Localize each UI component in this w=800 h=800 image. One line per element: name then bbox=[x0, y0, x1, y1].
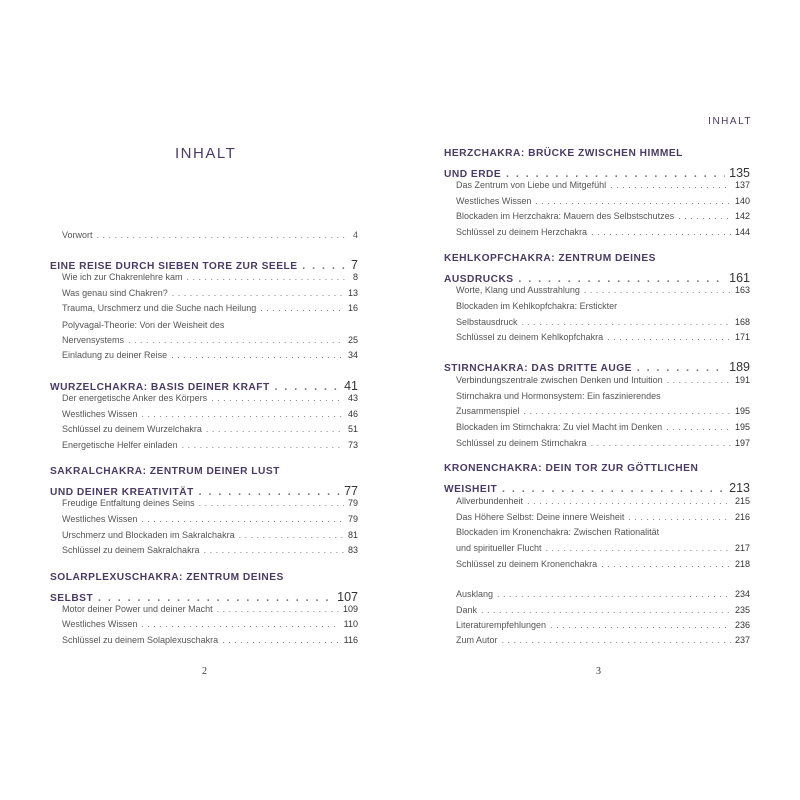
toc-entry[interactable] bbox=[62, 530, 358, 540]
entry-label-line1[interactable]: Blockaden im Kehlkopfchakra: Erstickter bbox=[456, 301, 618, 311]
leader-dots bbox=[546, 543, 731, 553]
leader-dots bbox=[610, 180, 731, 190]
leader-dots bbox=[172, 288, 344, 298]
chapter-page: 213 bbox=[729, 481, 750, 495]
entry-label: Schlüssel zu deinem Kronenchakra bbox=[456, 559, 598, 569]
chapter-page: 77 bbox=[344, 484, 358, 498]
toc-entry[interactable] bbox=[62, 604, 358, 614]
chapter-page: 189 bbox=[729, 360, 750, 374]
leader-dots bbox=[522, 317, 731, 327]
toc-entry[interactable] bbox=[456, 559, 750, 569]
leader-dots bbox=[636, 358, 725, 376]
leader-dots bbox=[141, 514, 344, 524]
entry-page: 43 bbox=[347, 393, 358, 403]
entry-page: 195 bbox=[734, 406, 750, 416]
entry-label-line1[interactable]: Stirnchakra und Hormonsystem: Ein faszinierendes bbox=[456, 391, 661, 401]
entry-page: 235 bbox=[734, 605, 750, 615]
toc-entry[interactable] bbox=[456, 317, 750, 327]
leader-dots bbox=[481, 605, 731, 615]
entry-page: 110 bbox=[343, 619, 358, 629]
leader-dots bbox=[601, 559, 731, 569]
entry-label: Zum Autor bbox=[456, 635, 498, 645]
entry-label: Blockaden im Stirnchakra: Zu viel Macht im Denken bbox=[456, 422, 663, 432]
chapter-page: 107 bbox=[337, 590, 358, 604]
toc-entry[interactable] bbox=[456, 438, 750, 448]
leader-dots bbox=[591, 438, 731, 448]
leader-dots bbox=[141, 409, 344, 419]
chapter-title-line1[interactable]: KEHLKOPFCHAKRA: ZENTRUM DEINES bbox=[444, 253, 656, 264]
entry-label: Literaturempfehlungen bbox=[456, 620, 547, 630]
entry-label: Westliches Wissen bbox=[62, 619, 138, 629]
leader-dots bbox=[497, 589, 731, 599]
entry-label: Einladung zu deiner Reise bbox=[62, 350, 168, 360]
entry-page: 218 bbox=[734, 559, 750, 569]
entry-label: Dank bbox=[456, 605, 478, 615]
chapter-title-line1[interactable]: SOLARPLEXUSCHAKRA: ZENTRUM DEINES bbox=[50, 572, 284, 583]
entry-label: Allverbundenheit bbox=[456, 496, 524, 506]
entry-page: 81 bbox=[347, 530, 358, 540]
entry-label: Nervensystems bbox=[62, 335, 125, 345]
toc-entry[interactable] bbox=[456, 332, 750, 342]
chapter-page: 7 bbox=[351, 258, 358, 272]
entry-page: 13 bbox=[347, 288, 358, 298]
entry-label: Westliches Wissen bbox=[456, 196, 532, 206]
entry-label: Ausklang bbox=[456, 589, 494, 599]
entry-page: 34 bbox=[347, 350, 358, 360]
toc-entry[interactable] bbox=[62, 409, 358, 419]
toc-entry[interactable] bbox=[62, 393, 358, 403]
chapter-title-line1[interactable]: SAKRALCHAKRA: ZENTRUM DEINER LUST bbox=[50, 466, 280, 477]
toc-entry[interactable] bbox=[456, 211, 750, 221]
chapter-title: STIRNCHAKRA: DAS DRITTE AUGE bbox=[444, 363, 632, 374]
toc-entry[interactable] bbox=[62, 440, 358, 450]
entry-label-line1[interactable]: Blockaden im Kronenchakra: Zwischen Rationalität bbox=[456, 527, 660, 537]
leader-dots bbox=[239, 530, 344, 540]
leader-dots bbox=[502, 635, 731, 645]
toc-entry[interactable] bbox=[62, 303, 358, 313]
chapter-page: 161 bbox=[729, 271, 750, 285]
entry-page: 51 bbox=[347, 424, 358, 434]
entry-page: 215 bbox=[734, 496, 750, 506]
chapter-title: UND ERDE bbox=[444, 169, 502, 180]
chapter-title: WURZELCHAKRA: BASIS DEINER KRAFT bbox=[50, 382, 270, 393]
entry-page: 197 bbox=[734, 438, 750, 448]
entry-page: 191 bbox=[734, 375, 750, 385]
toc-entry[interactable] bbox=[62, 514, 358, 524]
entry-label: Wie ich zur Chakrenlehre kam bbox=[62, 272, 183, 282]
toc-entry[interactable] bbox=[456, 227, 750, 237]
entry-label: Schlüssel zu deinem Herzchakra bbox=[456, 227, 588, 237]
toc-entry[interactable] bbox=[456, 196, 750, 206]
toc-entry-literatur[interactable] bbox=[456, 620, 750, 630]
leader-dots bbox=[535, 196, 731, 206]
entry-page: 140 bbox=[734, 196, 750, 206]
entry-label: Zusammenspiel bbox=[456, 406, 520, 416]
leader-dots bbox=[199, 498, 344, 508]
leader-dots bbox=[667, 375, 731, 385]
running-head: INHALT bbox=[708, 116, 752, 127]
entry-label: Schlüssel zu deinem Sakralchakra bbox=[62, 545, 200, 555]
leader-dots bbox=[171, 350, 344, 360]
entry-label: Westliches Wissen bbox=[62, 409, 138, 419]
toc-entry[interactable] bbox=[62, 619, 358, 629]
chapter-title: SELBST bbox=[50, 593, 94, 604]
toc-chapter-stirnchakra[interactable] bbox=[444, 358, 750, 376]
toc-entry[interactable] bbox=[62, 350, 358, 360]
entry-label: Schlüssel zu deinem Kehlkopfchakra bbox=[456, 332, 604, 342]
entry-label: Westliches Wissen bbox=[62, 514, 138, 524]
entry-page: 46 bbox=[347, 409, 358, 419]
entry-page: 109 bbox=[342, 604, 358, 614]
entry-label: Verbindungszentrale zwischen Denken und Intuition bbox=[456, 375, 663, 385]
entry-label: Worte, Klang und Ausstrahlung bbox=[456, 285, 580, 295]
toc-entry[interactable] bbox=[62, 545, 358, 555]
entry-page: 116 bbox=[343, 635, 358, 645]
entry-label: Motor deiner Power und deiner Macht bbox=[62, 604, 213, 614]
leader-dots bbox=[204, 545, 344, 555]
toc-entry[interactable] bbox=[456, 496, 750, 506]
entry-label: Was genau sind Chakren? bbox=[62, 288, 168, 298]
leader-dots bbox=[524, 406, 731, 416]
leader-dots bbox=[217, 604, 339, 614]
entry-page: 237 bbox=[734, 635, 750, 645]
entry-label: Schlüssel zu deinem Stirnchakra bbox=[456, 438, 587, 448]
page-number-right: 3 bbox=[596, 666, 601, 677]
chapter-title-line1[interactable]: KRONENCHAKRA: DEIN TOR ZUR GÖTTLICHEN bbox=[444, 463, 699, 474]
toc-entry[interactable] bbox=[456, 180, 750, 190]
chapter-page: 135 bbox=[729, 166, 750, 180]
entry-page: 195 bbox=[734, 422, 750, 432]
chapter-page: 41 bbox=[344, 379, 358, 393]
leader-dots bbox=[607, 332, 731, 342]
toc-entry[interactable] bbox=[456, 422, 750, 432]
entry-page: 83 bbox=[347, 545, 358, 555]
entry-label: Freudige Entfaltung deines Seins bbox=[62, 498, 195, 508]
entry-label: Schlüssel zu deinem Wurzelchakra bbox=[62, 424, 202, 434]
leader-dots bbox=[501, 479, 725, 497]
leader-dots bbox=[550, 620, 731, 630]
entry-page: 73 bbox=[347, 440, 358, 450]
entry-label: Energetische Helfer einladen bbox=[62, 440, 178, 450]
entry-page: 144 bbox=[734, 227, 750, 237]
entry-page: 4 bbox=[352, 230, 358, 240]
leader-dots bbox=[97, 230, 349, 240]
leader-dots bbox=[666, 422, 731, 432]
entry-label: Selbstausdruck bbox=[456, 317, 518, 327]
entry-label: Das Zentrum von Liebe und Mitgefühl bbox=[456, 180, 607, 190]
toc-title: INHALT bbox=[175, 145, 237, 162]
page-number-left: 2 bbox=[202, 666, 207, 677]
entry-page: 171 bbox=[734, 332, 750, 342]
leader-dots bbox=[527, 496, 731, 506]
entry-label: Das Höhere Selbst: Deine innere Weisheit bbox=[456, 512, 625, 522]
toc-entry[interactable] bbox=[62, 288, 358, 298]
entry-label: Blockaden im Herzchakra: Mauern des Selbstschutzes bbox=[456, 211, 675, 221]
leader-dots bbox=[141, 619, 339, 629]
leader-dots bbox=[182, 440, 344, 450]
leader-dots bbox=[128, 335, 344, 345]
toc-entry[interactable] bbox=[456, 543, 750, 553]
chapter-title: UND DEINER KREATIVITÄT bbox=[50, 487, 194, 498]
leader-dots bbox=[591, 227, 731, 237]
toc-entry-dank[interactable] bbox=[456, 605, 750, 615]
entry-page: 137 bbox=[734, 180, 750, 190]
leader-dots bbox=[211, 393, 344, 403]
entry-page: 79 bbox=[347, 514, 358, 524]
chapter-title: AUSDRUCKS bbox=[444, 274, 514, 285]
entry-page: 216 bbox=[734, 512, 750, 522]
entry-page: 168 bbox=[734, 317, 750, 327]
toc-entry[interactable] bbox=[62, 635, 358, 645]
entry-label: Urschmerz und Blockaden im Sakralchakra bbox=[62, 530, 235, 540]
entry-page: 8 bbox=[352, 272, 358, 282]
toc-entry[interactable] bbox=[62, 498, 358, 508]
toc-entry-vorwort[interactable] bbox=[62, 230, 358, 240]
entry-page: 163 bbox=[734, 285, 750, 295]
entry-page: 236 bbox=[734, 620, 750, 630]
leader-dots bbox=[628, 512, 731, 522]
leader-dots bbox=[206, 424, 344, 434]
entry-page: 25 bbox=[347, 335, 358, 345]
entry-page: 142 bbox=[734, 211, 750, 221]
entry-label: Der energetische Anker des Körpers bbox=[62, 393, 208, 403]
leader-dots bbox=[260, 303, 344, 313]
entry-page: 234 bbox=[734, 589, 750, 599]
toc-entry[interactable] bbox=[62, 335, 358, 345]
toc-entry[interactable] bbox=[456, 375, 750, 385]
entry-page: 16 bbox=[347, 303, 358, 313]
toc-entry[interactable] bbox=[456, 406, 750, 416]
entry-page: 217 bbox=[734, 543, 750, 553]
entry-label-line1[interactable]: Polyvagal-Theorie: Von der Weisheit des bbox=[62, 320, 225, 330]
toc-entry[interactable] bbox=[62, 272, 358, 282]
toc-entry-ausklang[interactable] bbox=[456, 589, 750, 599]
leader-dots bbox=[678, 211, 731, 221]
right-page bbox=[400, 0, 800, 800]
entry-page: 79 bbox=[347, 498, 358, 508]
toc-entry[interactable] bbox=[62, 424, 358, 434]
toc-entry-zum-autor[interactable] bbox=[456, 635, 750, 645]
entry-label: Schlüssel zu deinem Solaplexuschakra bbox=[62, 635, 219, 645]
toc-entry[interactable] bbox=[456, 285, 750, 295]
toc-entry[interactable] bbox=[456, 512, 750, 522]
entry-label: Vorwort bbox=[62, 230, 93, 240]
entry-label: und spiritueller Flucht bbox=[456, 543, 542, 553]
chapter-title: WEISHEIT bbox=[444, 484, 498, 495]
leader-dots bbox=[222, 635, 340, 645]
leader-dots bbox=[584, 285, 731, 295]
toc-chapter-kronenchakra[interactable] bbox=[444, 479, 750, 497]
leader-dots bbox=[187, 272, 349, 282]
chapter-title: EINE REISE DURCH SIEBEN TORE ZUR SEELE bbox=[50, 261, 298, 272]
entry-label: Trauma, Urschmerz und die Suche nach Heilung bbox=[62, 303, 257, 313]
chapter-title-line1[interactable]: HERZCHAKRA: BRÜCKE ZWISCHEN HIMMEL bbox=[444, 148, 683, 159]
